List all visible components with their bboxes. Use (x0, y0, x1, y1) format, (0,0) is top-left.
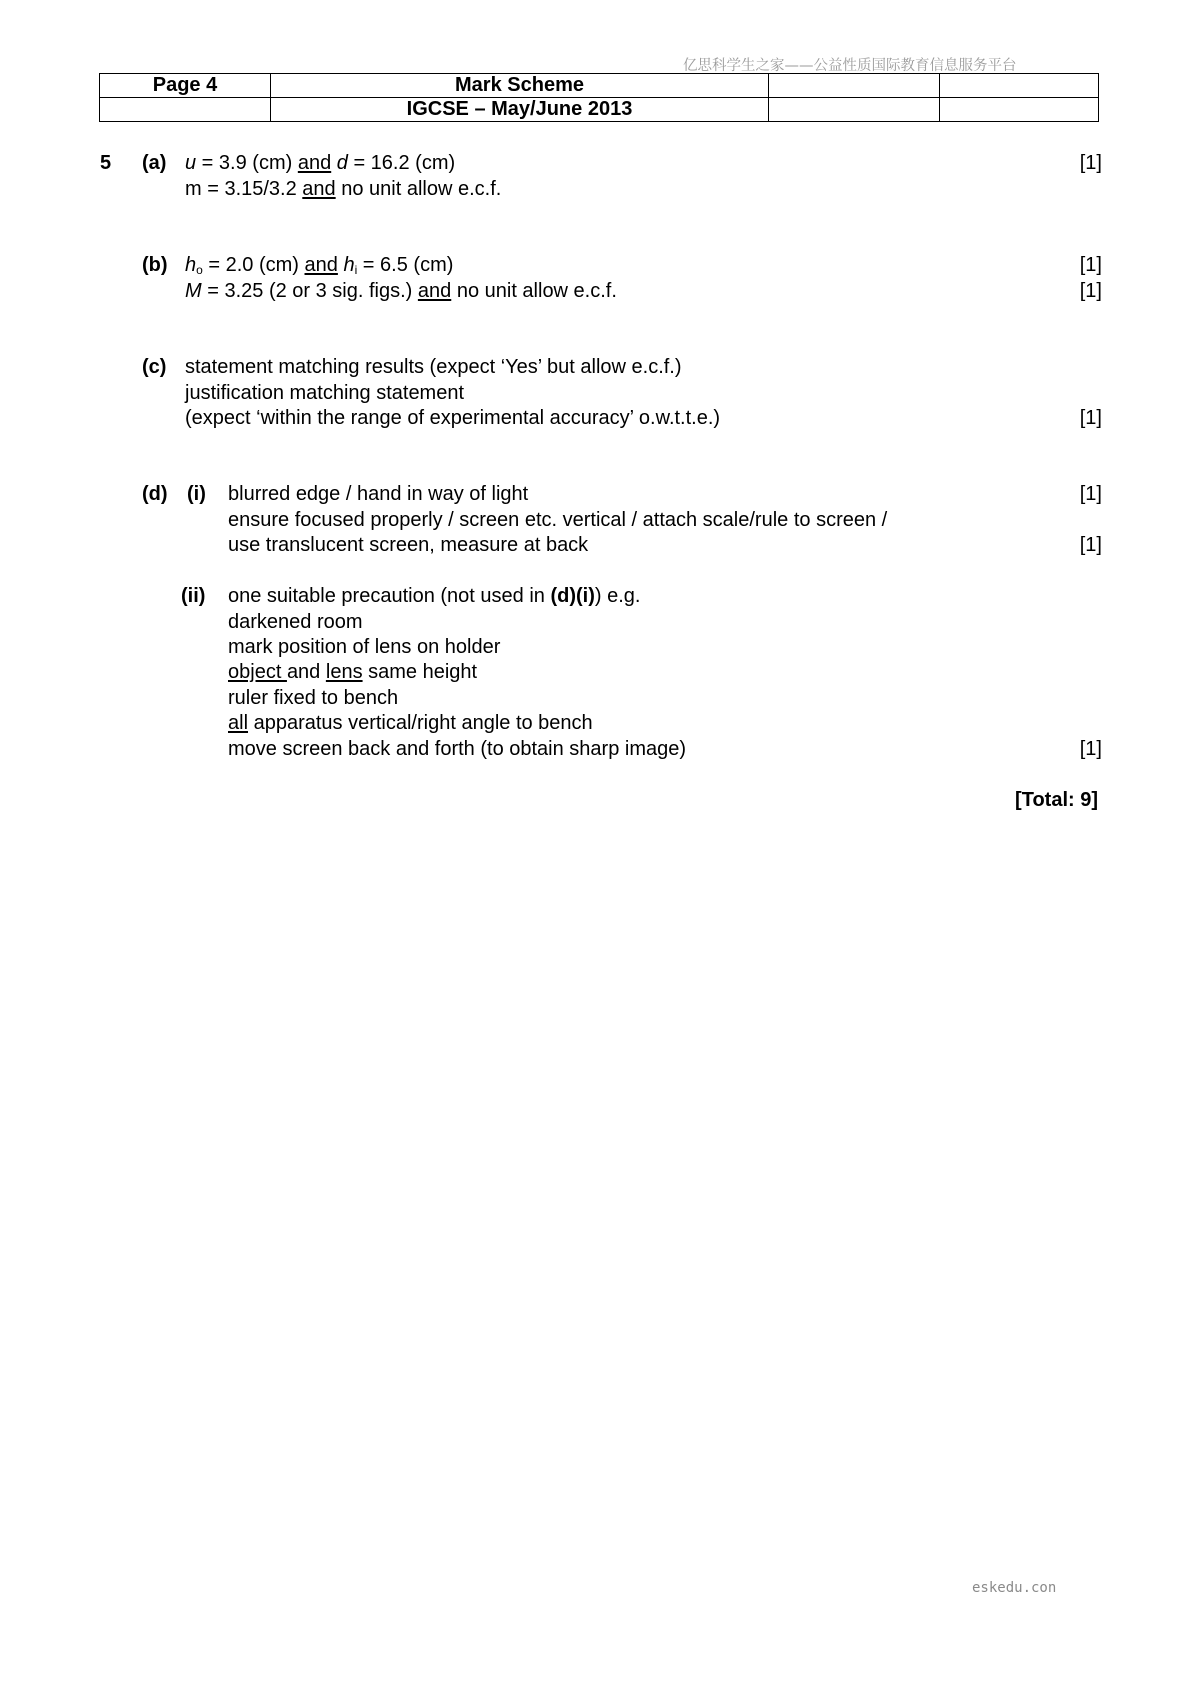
mark-d-i-2: [1] (1079, 534, 1102, 556)
header-cell-empty (769, 74, 940, 98)
part-b-line1: $h_o = 2.0$ (cm) and $h_i = 6.5$ (cm) (185, 254, 454, 277)
header-cell-empty (100, 98, 271, 122)
mark-b2: [1] (1079, 280, 1102, 302)
precaution-item: object and lens same height (228, 661, 478, 683)
part-d-ii-intro: one suitable precaution (not used in (d)(i)) e.g. (228, 585, 641, 607)
mark-b1: [1] (1079, 254, 1102, 276)
part-c-label: (c) (142, 356, 167, 378)
precaution-item: darkened room (228, 611, 363, 633)
header-cell-empty (940, 98, 1099, 122)
precaution-item: move screen back and forth (to obtain sharp image) (228, 738, 687, 760)
part-d-label: (d) (142, 483, 168, 505)
page-number: Page 4 (100, 74, 271, 98)
header-table (99, 73, 1099, 122)
part-b-line2: M = 3.25 (2 or 3 sig. figs.) and no unit allow e.c.f. (185, 280, 617, 302)
part-a-label: (a) (142, 152, 167, 174)
doc-title: Mark Scheme (271, 74, 769, 98)
watermark-top: 亿思科学生之家——公益性质国际教育信息服务平台 (683, 58, 1017, 74)
mark-a: [1] (1079, 152, 1102, 174)
header-cell-empty (940, 74, 1099, 98)
part-d-ii-label: (ii) (181, 585, 206, 607)
part-a-line1: u = 3.9 (cm) and d = 16.2 (cm) (185, 152, 456, 174)
part-d-i-line1: blurred edge / hand in way of light (228, 483, 529, 505)
part-d-i-label: (i) (187, 483, 206, 505)
precaution-item: all apparatus vertical/right angle to bench (228, 712, 593, 734)
mark-c: [1] (1079, 407, 1102, 429)
part-a-line2: m = 3.15/3.2 and no unit allow e.c.f. (185, 178, 502, 200)
part-d-i-line3: use translucent screen, measure at back (228, 534, 589, 556)
total-marks: [Total: 9] (1015, 789, 1098, 811)
part-c-line1: statement matching results (expect ‘Yes’ but allow e.c.f.) (185, 356, 682, 378)
mark-d-i-1: [1] (1079, 483, 1102, 505)
mark-d-ii: [1] (1079, 738, 1102, 760)
exam-session: IGCSE – May/June 2013 (271, 98, 769, 122)
part-d-i-line2: ensure focused properly / screen etc. vertical / attach scale/rule to screen / (228, 509, 888, 531)
precaution-item: ruler fixed to bench (228, 687, 399, 709)
precaution-item: mark position of lens on holder (228, 636, 501, 658)
header-cell-empty (769, 98, 940, 122)
question-number: 5 (100, 152, 112, 174)
part-b-label: (b) (142, 254, 168, 276)
watermark-bottom: eskedu.con (972, 1580, 1057, 1596)
part-c-line3: (expect ‘within the range of experimental accuracy’ o.w.t.t.e.) (185, 407, 721, 429)
part-c-line2: justification matching statement (185, 382, 465, 404)
